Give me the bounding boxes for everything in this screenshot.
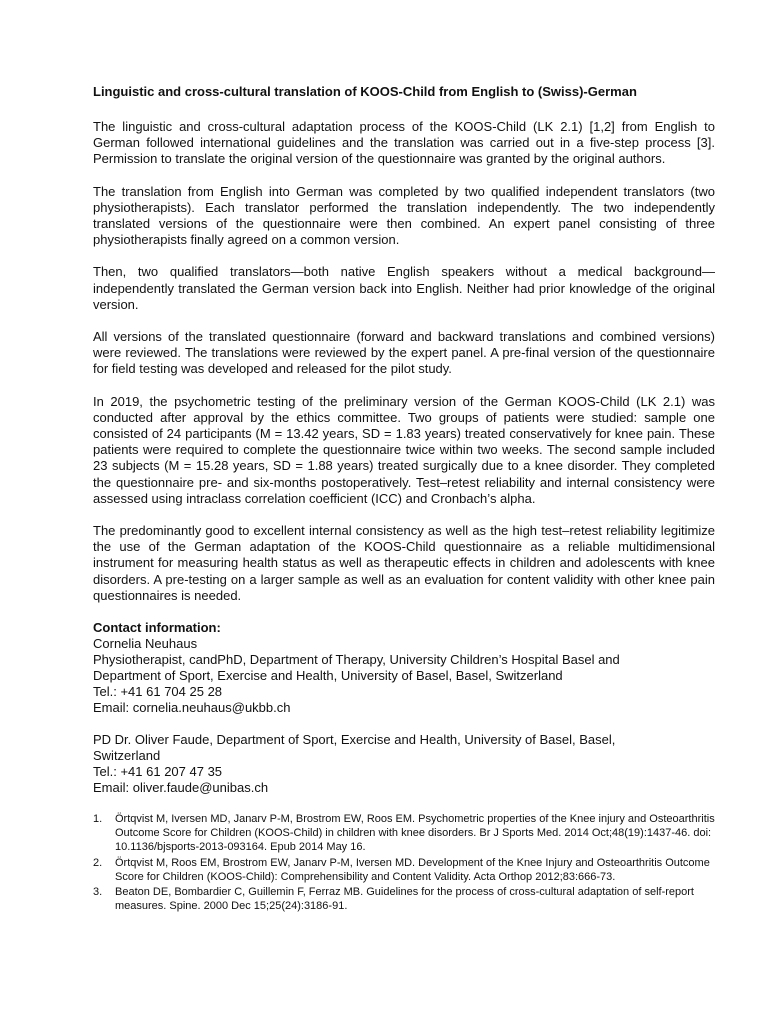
document-title: Linguistic and cross-cultural translation of KOOS-Child from English to (Swiss)-German xyxy=(93,84,637,99)
reference-number: 3. xyxy=(93,886,103,899)
reference-text: Beaton DE, Bombardier C, Guillemin F, Ferraz MB. Guidelines for the process of cross-cultural adaptation of self-report measures. Spine. 2000 Dec 15;25(24):3186-91. xyxy=(115,886,694,913)
contact-name: Cornelia Neuhaus xyxy=(93,636,198,652)
reference-item xyxy=(93,885,715,913)
contact-heading: Contact information: xyxy=(93,620,221,636)
paragraph-conclusion: The predominantly good to excellent internal consistency as well as the high test–retest reliability legitimize the use of the German adaptation of the KOOS-Child questionnaire as a reliable multidimensional instrument for measuring health status as well as therapeutic effects in children and adolescents with knee disorders. A pre-testing on a larger sample as well as an evaluation for content validity with other knee pain questionnaires is needed. xyxy=(93,523,715,603)
paragraph-forward-translation: The translation from English into German was completed by two qualified independent translators (two physiotherapists). Each translator performed the translation independently. The two independently translated versions of the questionnaire were then combined. An expert panel consisting of three physiotherapists finally agreed on a common version. xyxy=(93,183,715,248)
contact-information xyxy=(93,620,715,796)
reference-item xyxy=(93,812,715,855)
contact-affiliation-line: PD Dr. Oliver Faude, Department of Sport, Exercise and Health, University of Basel, Basel, xyxy=(93,732,616,748)
contact-phone: Tel.: +41 61 207 47 35 xyxy=(93,764,223,780)
reference-text: Örtqvist M, Iversen MD, Janarv P-M, Brostrom EW, Roos EM. Psychometric properties of the Knee injury and Osteoarthritis Outcome Score for Children (KOOS-Child) in children with knee disorders. Br J Sports Med. 2014 Oct;48(19):1437-46. doi: 10.1136/bjsports-2013-093164. Epub 2014 May 16. xyxy=(115,813,715,854)
contact-affiliation-line: Switzerland xyxy=(93,748,161,764)
contact-email: Email: oliver.faude@unibas.ch xyxy=(93,780,269,796)
contact-phone: Tel.: +41 61 704 25 28 xyxy=(93,684,223,700)
contact-email: Email: cornelia.neuhaus@ukbb.ch xyxy=(93,700,291,716)
reference-item xyxy=(93,856,715,884)
contact-affiliation-line: Physiotherapist, candPhD, Department of Therapy, University Children’s Hospital Basel and xyxy=(93,652,620,668)
paragraph-psychometric-testing: In 2019, the psychometric testing of the preliminary version of the German KOOS-Child (LK 2.1) was conducted after approval by the ethics committee. Two groups of patients were studied: sample one consisted of 24 participants (M = 13.42 years, SD = 1.83 years) treated conservatively for knee pain. These patients were required to complete the questionnaire twice within two weeks. The second sample included 23 subjects (M = 15.28 years, SD = 1.88 years) treated surgically due to a knee disorder. They completed the questionnaire pre- and six-months postoperatively. Test–retest reliability and internal consistency were assessed using intraclass correlation coefficient (ICC) and Cronbach’s alpha. xyxy=(93,393,715,506)
reference-number: 2. xyxy=(93,856,103,869)
contact-affiliation-line: Department of Sport, Exercise and Health, University of Basel, Basel, Switzerland xyxy=(93,668,563,684)
paragraph-review: All versions of the translated questionnaire (forward and backward translations and combined versions) were reviewed. The translations were reviewed by the expert panel. A pre-final version of the questionnaire for field testing was developed and released for the pilot study. xyxy=(93,329,715,377)
paragraph-backward-translation: Then, two qualified translators—both native English speakers without a medical background—independently translated the German version back into English. Neither had prior knowledge of the original version. xyxy=(93,264,715,312)
document-content xyxy=(93,84,715,915)
contact-person-neuhaus xyxy=(93,620,715,716)
reference-number: 1. xyxy=(93,813,103,826)
reference-list xyxy=(93,812,715,913)
reference-text: Örtqvist M, Roos EM, Brostrom EW, Janarv P-M, Iversen MD. Development of the Knee Injury and Osteoarthritis Outcome Score for Children (KOOS-Child): Comprehensibility and Content Validity. Acta Orthop 2012;83:666-73. xyxy=(115,856,710,883)
contact-person-faude xyxy=(93,732,715,796)
paragraph-adaptation-process: The linguistic and cross-cultural adaptation process of the KOOS-Child (LK 2.1) [1,2] from English to German followed international guidelines and the translation was carried out in a five-step process [3]. Permission to translate the original version of the questionnaire was granted by the original authors. xyxy=(93,119,715,167)
